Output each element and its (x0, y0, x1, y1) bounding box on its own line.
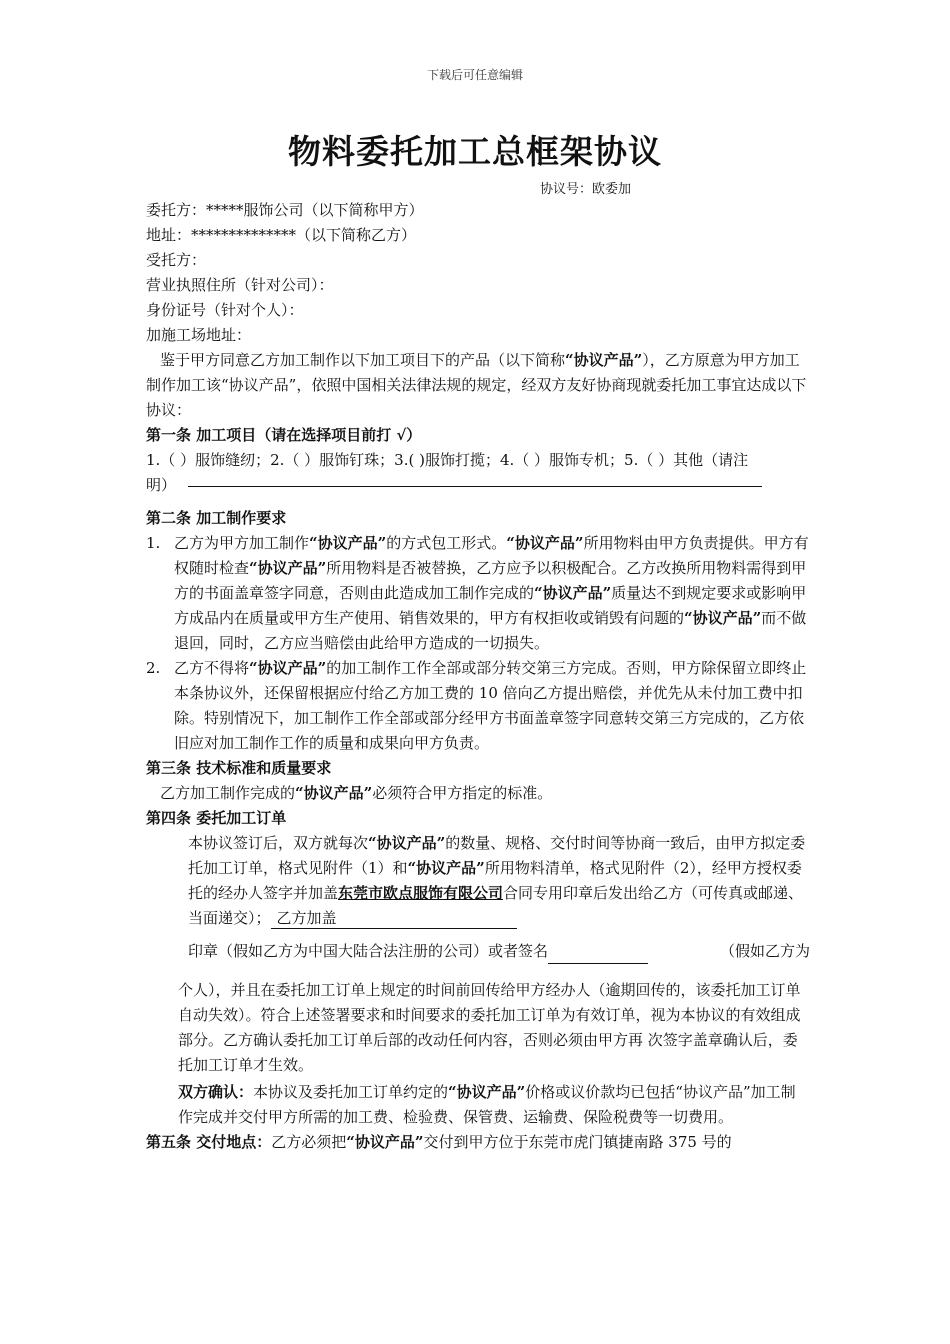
mutual-confirmation (146, 1080, 810, 1130)
clause-text: 乙方加盖 (271, 908, 517, 929)
article3-title: 第三条 技术标准和质量要求 (146, 759, 332, 777)
product-term: “协议产品” (368, 834, 446, 852)
preamble-text-b: ），乙方原意为甲方加工制作加工该“协议产品”，依照中国相关法律法规的规定，经双方友好协商现就委托加工事宜达成以下协议： (146, 351, 807, 419)
clause-text: 的方式包工形式。 (386, 534, 507, 552)
article1-options: 1.（ ）服饰缝纫；2.（ ）服饰钉珠；3.( )服饰打揽；4.（ ）服饰专机；5.（ ）其他（请注 (146, 451, 749, 469)
factory-address-line: 加施工场地址： (146, 326, 252, 344)
clause-text: 必须符合甲方指定的标准。 (372, 784, 553, 802)
article1-title: 第一条 加工项目（请在选择项目前打 √） (146, 426, 422, 444)
article5-title: 第五条 交付地点： (146, 1133, 272, 1151)
article4-continuation: 个人），并且在委托加工订单上规定的时间前回传给甲方经办人（逾期回传的，该委托加工订单自动失效）。符合上述签署要求和时间要求的委托加工订单为有效订单，视为本协议的有效组成部分。乙方确认委托加工订单后部的改动任何内容，否则必须由甲方再 次签字盖章确认后，委托加工订单才生效。 (178, 981, 801, 1074)
company-name: 东莞市欧点服饰有限公司 (338, 884, 504, 902)
clause-text: 而不做退回，同时，乙方应当赔偿由此给甲方造成的一切损失。 (174, 609, 807, 652)
clause-text: 乙方不得将 (174, 659, 250, 677)
principal-line: 委托方：*****服饰公司（以下简称甲方） (146, 201, 424, 219)
preamble-text-a: 鉴于甲方同意乙方加工制作以下加工项目下的产品（以下简称 (160, 351, 566, 369)
clause-text: 乙方必须把 (271, 1133, 347, 1151)
id-number-line: 身份证号（针对个人）： (146, 301, 304, 319)
clause-text: 乙方加工制作完成的 (160, 784, 296, 802)
product-term: “协议产品” (309, 534, 387, 552)
clause-text: 乙方为甲方加工制作 (174, 534, 310, 552)
article1-tail: 明） (146, 476, 177, 494)
product-term: “协议产品” (346, 1133, 424, 1151)
article5 (146, 1130, 810, 1155)
trustee-line: 受托方： (146, 251, 207, 269)
address-line: 地址：**************（以下简称乙方） (146, 226, 417, 244)
confirm-label: 双方确认： (178, 1083, 254, 1101)
preamble (146, 348, 810, 423)
clause-text: 交付到甲方位于东莞市虎门镇捷南路 375 号的 (423, 1133, 732, 1151)
clause-text: 价格或议价款均已包括“协议产品”加工制作完成并交付甲方所需的加工费、检验费、保管费、运输费、保险税费等一切费用。 (178, 1083, 796, 1126)
article4-seal-line (146, 939, 810, 964)
clause-text: 质量达不到规定要求或影响甲方成品内在质量或甲方生产使用、销售效果的，甲方有权拒收或销毁有问题的 (174, 584, 807, 627)
license-address-line: 营业执照住所（针对公司）： (146, 276, 334, 294)
product-term: “协议产品” (295, 784, 373, 802)
product-term: “协议产品” (448, 1083, 526, 1101)
clause-text: （假如乙方为 (719, 942, 810, 960)
clause-text: 本协议签订后，双方就每次 (188, 834, 369, 852)
clause-text: 合同专用印章后发出给乙方（可传真或邮递、当面递交）； (188, 884, 804, 927)
article1-blank-line (188, 473, 762, 487)
clause-text: 的加工制作工作全部或部分转交第三方完成。否则，甲方除保留立即终止本条协议外，还保留根据应付给乙方加工费的 10 倍向乙方提出赔偿，并优先从未付加工费中扣除。特别情况下，加工制作工作全部或部分经甲方书面盖章签字同意转交第三方完成的，乙方依旧应对加工制作工作的质量和成果向甲方负责。 (174, 659, 807, 752)
article4-text (146, 831, 810, 931)
document-title: 物料委托加工总框架协议 (288, 132, 662, 171)
product-term: “协议产品” (684, 609, 762, 627)
preamble-product-term: “协议产品” (565, 351, 643, 369)
product-term: “协议产品” (534, 584, 612, 602)
clause-text: 本协议及委托加工订单约定的 (253, 1083, 449, 1101)
item-number: 2. (146, 659, 161, 677)
clause-text: 所用物料是否被替换，乙方应予以积极配合。乙方改换所用物料需得到甲方的书面盖章签字同意，否则由此造成加工制作完成的 (174, 559, 807, 602)
product-term: “协议产品” (249, 659, 327, 677)
signature-blank (548, 947, 648, 964)
product-term: “协议产品” (506, 534, 584, 552)
clause-text: 印章（假如乙方为中国大陆合法注册的公司）或者签名 (188, 942, 549, 960)
product-term: “协议产品” (249, 559, 327, 577)
article2-item-1 (146, 531, 810, 656)
article1-tail-row (146, 473, 810, 506)
article4-title: 第四条 委托加工订单 (146, 809, 287, 827)
article2-list (146, 531, 810, 756)
document-body (146, 198, 810, 1155)
clause-text: 所用物料由甲方负责提供。甲方有权随时检查 (174, 534, 809, 577)
product-term: “协议产品” (407, 859, 485, 877)
clause-text: 所用物料清单，格式见附件（2），经甲方授权委托的经办人签字并加盖 (188, 859, 802, 902)
item-number: 1. (146, 534, 161, 552)
article2-title: 第二条 加工制作要求 (146, 509, 287, 527)
clause-text: 的数量、规格、交付时间等协商一致后，由甲方拟定委托加工订单，格式见附件（1）和 (188, 834, 806, 877)
article3-text (146, 781, 810, 806)
article2-item-2 (146, 656, 810, 756)
agreement-number: 协议号：欧委加 (540, 182, 632, 197)
header-note: 下载后可任意编辑 (426, 68, 523, 82)
